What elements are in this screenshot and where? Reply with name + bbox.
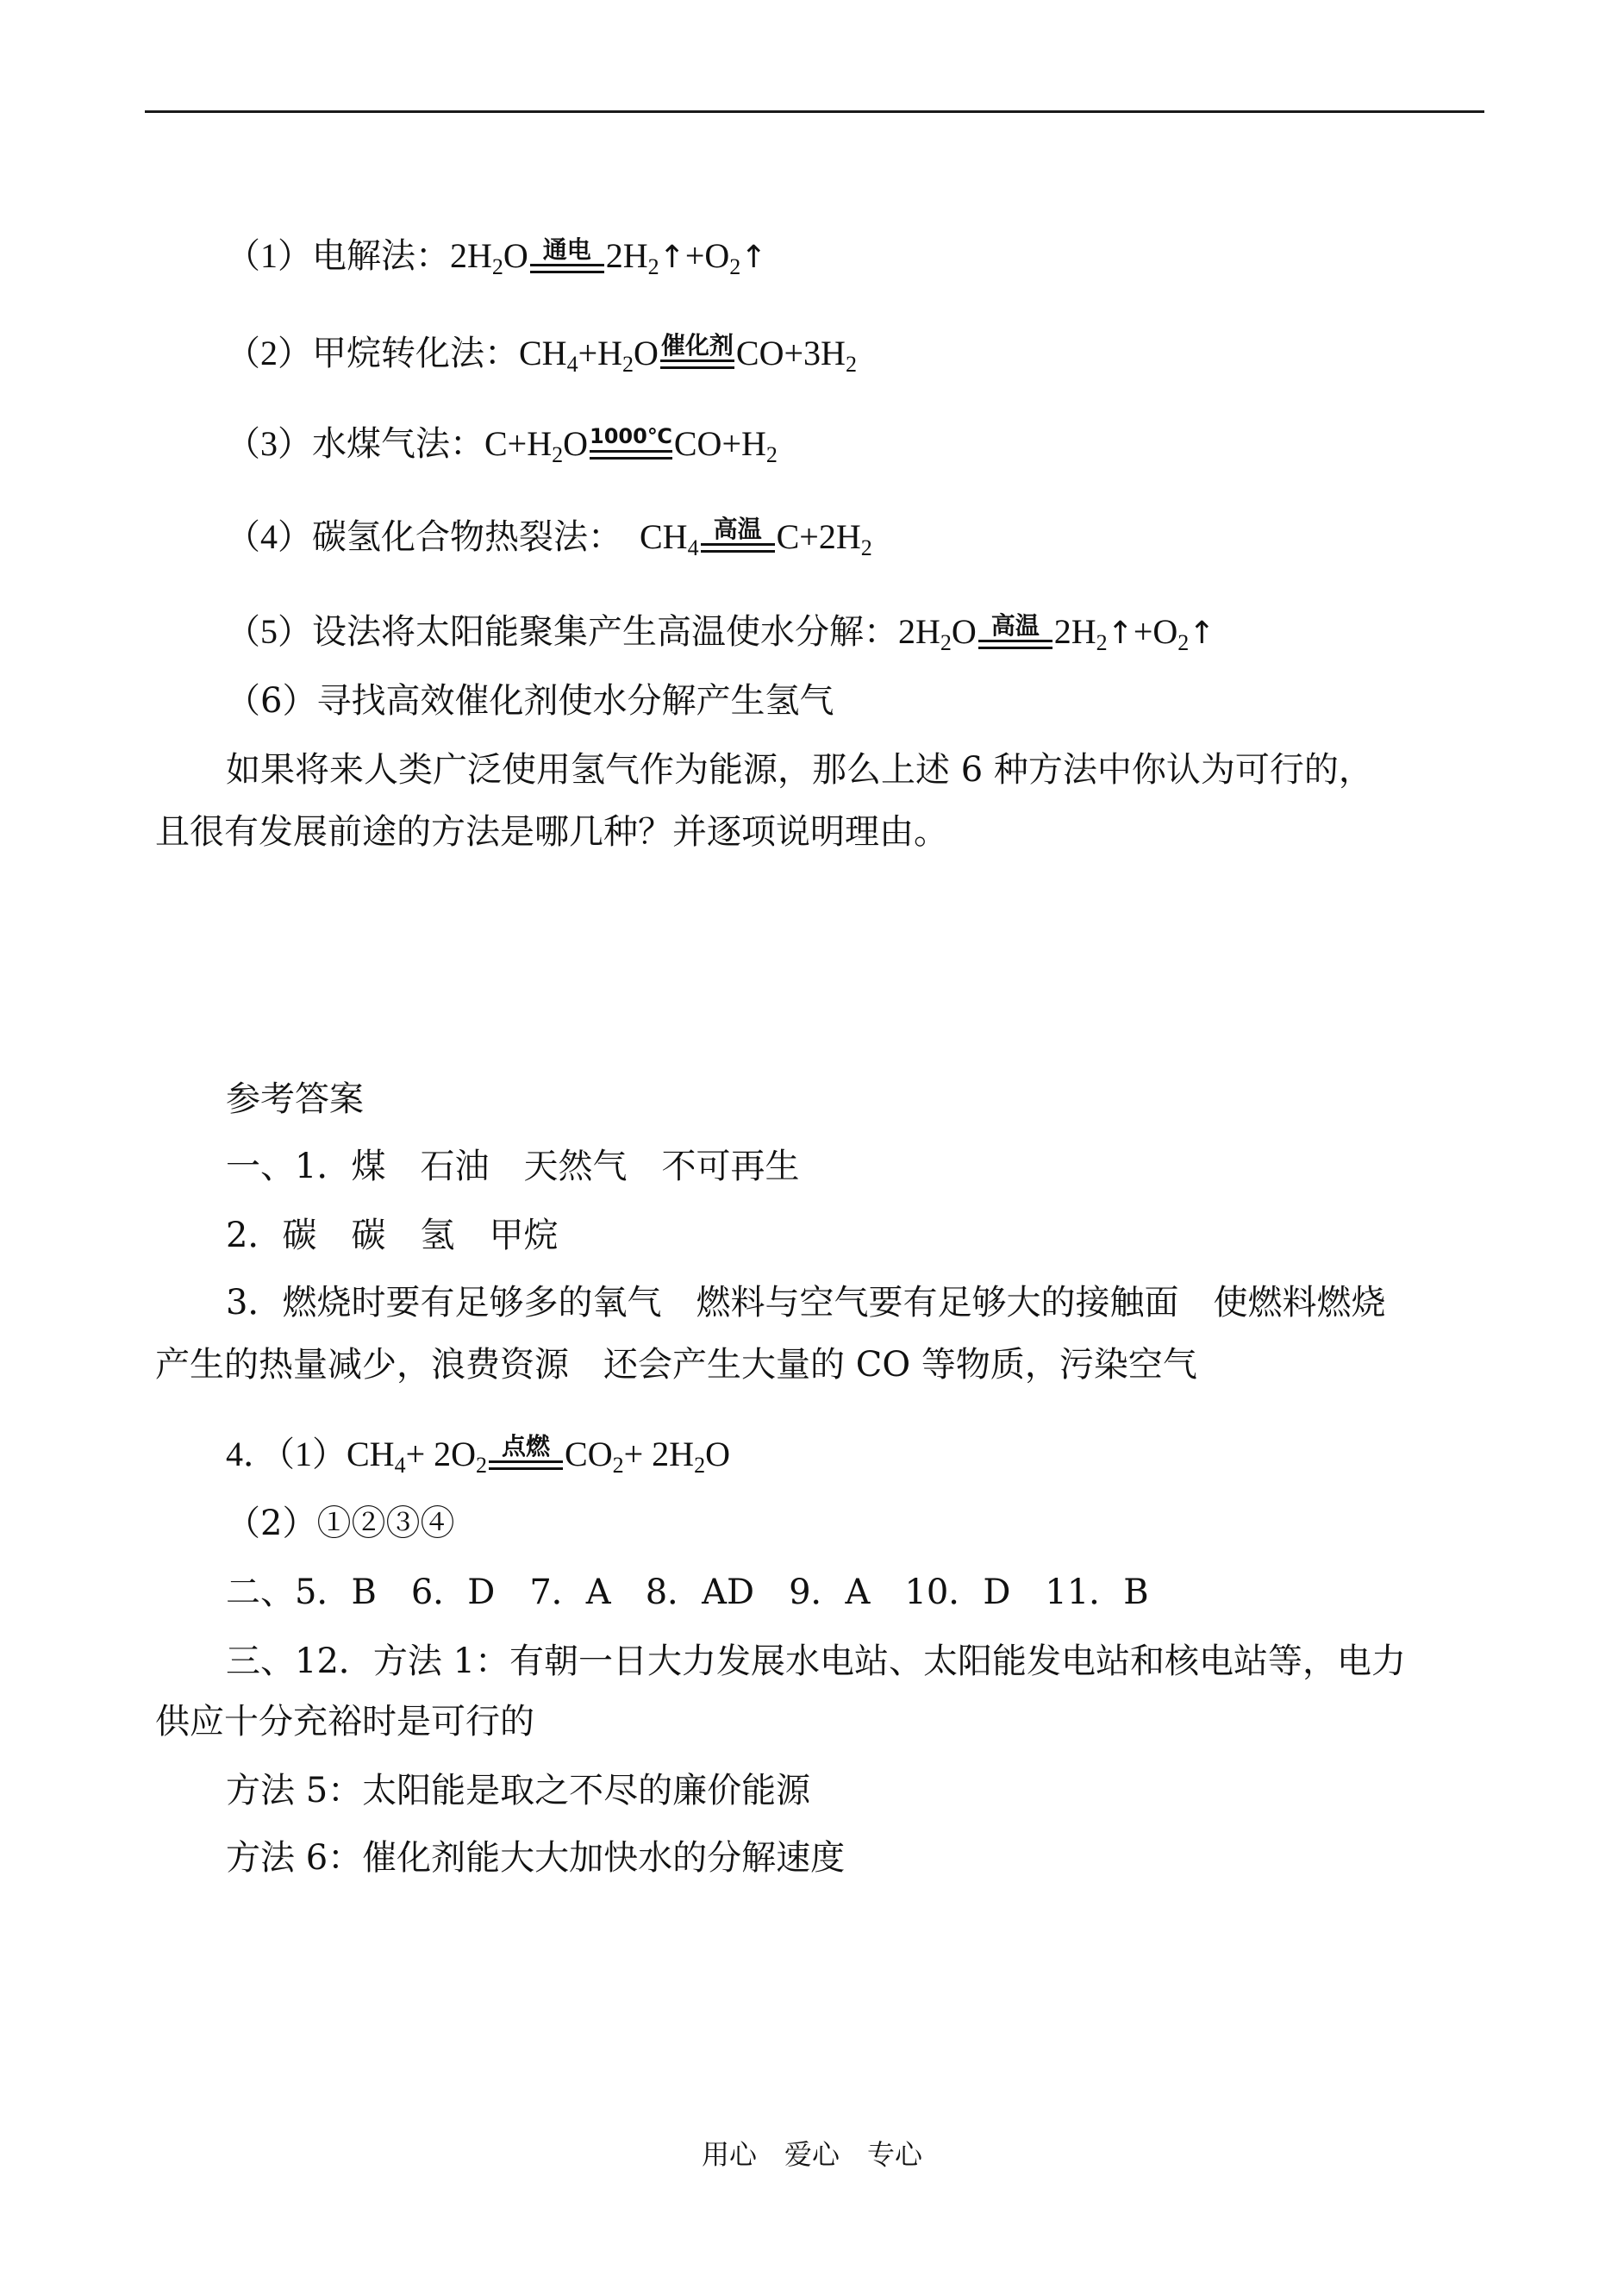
method-4-label: （4）碳氢化合物热裂法： <box>226 517 622 556</box>
method-1-label: （1）电解法： <box>226 236 450 275</box>
answer-2: 2．碳 碳 氢 甲烷 <box>226 1216 559 1255</box>
eq-term: 2H <box>898 612 940 651</box>
eq-term: + 2O <box>405 1435 477 1473</box>
subscript: 2 <box>845 352 857 377</box>
condition-mark <box>530 236 604 274</box>
answer-12-line-4: 方法 6：催化剂能大大加快水的分解速度 <box>226 1838 846 1878</box>
eq-term: 4．（1）CH <box>226 1435 395 1473</box>
header-rule <box>145 110 1484 113</box>
subscript: 2 <box>860 535 872 560</box>
eq-term: C+2H <box>776 517 861 556</box>
eq-term: +H <box>578 334 623 372</box>
method-2-label: （2）甲烷转化法： <box>226 334 519 372</box>
subscript: 2 <box>1096 630 1108 655</box>
gas-arrow-icon: ↑ <box>1107 616 1134 651</box>
method-2 <box>226 332 857 375</box>
gas-arrow-icon: ↑ <box>740 240 767 275</box>
equals-sign <box>978 640 1052 650</box>
subscript: 2 <box>694 1453 706 1478</box>
eq-term: 2H <box>450 236 492 275</box>
equals-sign <box>660 360 734 370</box>
eq-term: O <box>951 612 977 651</box>
eq-term: O <box>563 424 589 463</box>
eq-term: O <box>634 334 659 372</box>
subscript: 2 <box>552 442 564 467</box>
condition-mark <box>660 332 734 370</box>
subscript: 4 <box>687 535 699 560</box>
condition-label: 催化剂 <box>660 331 734 360</box>
eq-term: CO <box>565 1435 613 1473</box>
method-5-label: （5）设法将太阳能聚集产生高温使水分解： <box>226 612 898 651</box>
condition-mark <box>590 422 672 460</box>
eq-term: + 2H <box>623 1435 695 1473</box>
subscript: 4 <box>394 1453 406 1478</box>
method-5 <box>226 610 1215 655</box>
condition-mark <box>978 612 1052 650</box>
subscript: 2 <box>647 254 659 279</box>
condition-mark <box>489 1433 563 1471</box>
eq-term: CH <box>640 517 688 556</box>
equals-sign <box>489 1460 563 1471</box>
subscript: 2 <box>765 442 778 467</box>
eq-term: 2H <box>1053 612 1096 651</box>
method-4 <box>226 516 872 559</box>
eq-term: +O <box>684 236 730 275</box>
answers-title: 参考答案 <box>226 1079 364 1119</box>
subscript: 2 <box>1177 630 1190 655</box>
method-6: （6）寻找高效催化剂使水分解产生氢气 <box>226 681 834 721</box>
gas-arrow-icon: ↑ <box>1189 616 1215 651</box>
answer-3-line-2: 产生的热量减少，浪费资源 还会产生大量的 CO 等物质，污染空气 <box>155 1345 1197 1385</box>
subscript: 2 <box>476 1453 488 1478</box>
answer-1: 一、1．煤 石油 天然气 不可再生 <box>226 1147 800 1186</box>
eq-term: CO+3H <box>735 334 846 372</box>
method-1 <box>226 235 766 279</box>
method-3-label: （3）水煤气法： <box>226 424 484 463</box>
question-line-2: 且很有发展前途的方法是哪几种？并逐项说明理由。 <box>155 812 948 852</box>
eq-term: O <box>705 1435 730 1473</box>
condition-label: 点燃 <box>502 1432 551 1460</box>
eq-term: +O <box>1133 612 1178 651</box>
subscript: 2 <box>491 254 503 279</box>
answer-4-2: （2）①②③④ <box>226 1504 455 1543</box>
eq-term: 2H <box>605 236 648 275</box>
subscript: 2 <box>940 630 952 655</box>
question-line-1: 如果将来人类广泛使用氢气作为能源，那么上述 6 种方法中你认为可行的， <box>226 750 1373 790</box>
answer-12-line-1: 三、12．方法 1：有朝一日大力发展水电站、太阳能发电站和核电站等，电力 <box>226 1642 1407 1681</box>
eq-term: CO+H <box>673 424 766 463</box>
eq-term: O <box>503 236 528 275</box>
equals-sign <box>530 264 604 274</box>
subscript: 2 <box>612 1453 624 1478</box>
equals-sign <box>590 450 672 460</box>
answer-12-line-2: 供应十分充裕时是可行的 <box>155 1702 534 1742</box>
subscript: 2 <box>622 352 634 377</box>
page-footer: 用心 爱心 专心 <box>701 2138 922 2171</box>
answer-12-line-3: 方法 5：太阳能是取之不尽的廉价能源 <box>226 1771 811 1810</box>
condition-label: 1000℃ <box>590 424 672 448</box>
method-3 <box>226 422 778 466</box>
eq-term: CH <box>519 334 567 372</box>
condition-label: 高温 <box>713 515 762 543</box>
gas-arrow-icon: ↑ <box>659 240 685 275</box>
eq-term: C+H <box>484 424 553 463</box>
subscript: 2 <box>729 254 741 279</box>
condition-label: 高温 <box>990 611 1040 640</box>
equals-sign <box>701 543 775 553</box>
answer-3-line-1: 3．燃烧时要有足够多的氧气 燃料与空气要有足够大的接触面 使燃料燃烧 <box>226 1283 1386 1323</box>
condition-label: 通电 <box>542 235 591 264</box>
answer-4-1 <box>226 1433 730 1476</box>
subscript: 4 <box>566 352 578 377</box>
condition-mark <box>701 516 775 553</box>
answer-5-11: 二、5．B 6．D 7．A 8．AD 9．A 10．D 11．B <box>226 1573 1149 1612</box>
